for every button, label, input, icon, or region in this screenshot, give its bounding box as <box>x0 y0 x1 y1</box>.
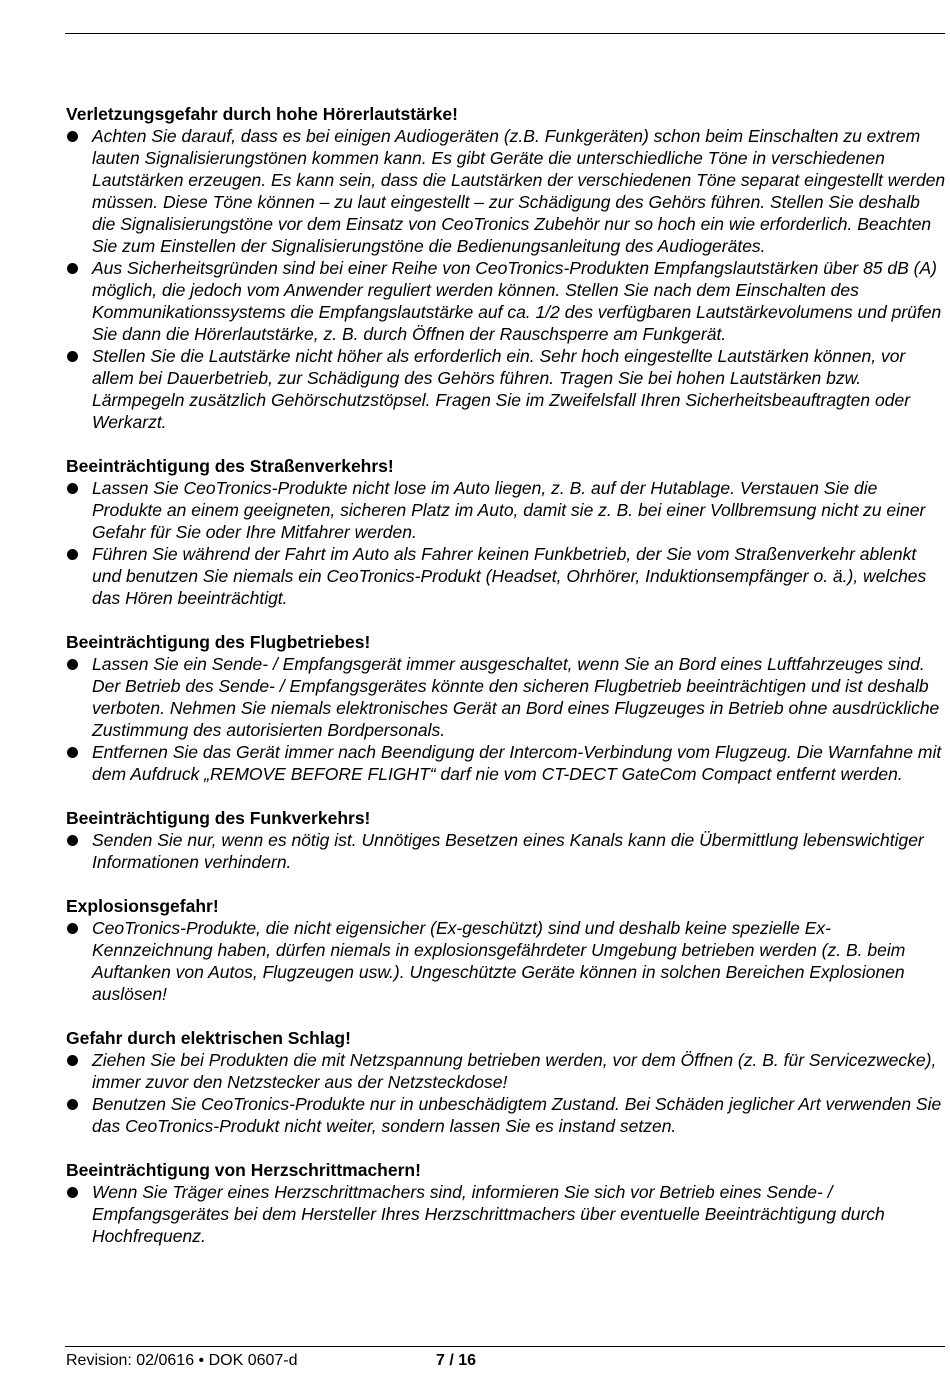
bullet-list <box>66 1181 946 1247</box>
bullet-icon <box>67 747 78 758</box>
section-heading: Explosionsgefahr! <box>66 896 219 916</box>
bullet-list <box>66 1049 946 1137</box>
bullet-list <box>66 477 946 609</box>
bullet-list <box>66 917 946 1005</box>
bullet-text: Achten Sie darauf, dass es bei einigen Audiogeräten (z.B. Funkgeräten) schon beim Einschalten zu extrem lauten Signalisierungstönen kommen kann. Es gibt Geräte die unterschiedliche Töne in verschiedenen Lautstärken erzeugen. Es kann sein, dass die Lautstärken der verschiedenen Töne separat eingestellt werden müssen. Diese Töne können – zu laut eingestellt – zur Schädigung des Gehörs führen. Stellen Sie deshalb die Signalisierungstöne vor dem Einsatz von CeoTronics Zubehör nur so hoch ein wie erforderlich. Beachten Sie zum Einstellen der Signalisierungstöne die Bedienungsanleitung des Audiogerätes. <box>92 126 946 256</box>
bullet-icon <box>67 835 78 846</box>
bullet-item <box>66 543 946 609</box>
bullet-text: Stellen Sie die Lautstärke nicht höher als erforderlich ein. Sehr hoch eingestellte Lautstärken können, vor allem bei Dauerbetrieb, zur Schädigung des Gehörs führen. Tragen Sie bei hohen Lautstärken bzw. Lärmpegeln zusätzlich Gehörschutzstöpsel. Fragen Sie im Zweifelsfall Ihren Sicherheitsbeauftragten oder Werkarzt. <box>92 346 911 432</box>
warning-section <box>66 1159 946 1247</box>
bullet-icon <box>67 483 78 494</box>
footer-rule <box>65 1346 945 1347</box>
bullet-text: Führen Sie während der Fahrt im Auto als Fahrer keinen Funkbetrieb, der Sie vom Straßenverkehr ablenkt und benutzen Sie niemals ein CeoTronics-Produkt (Headset, Ohrhörer, Induktionsempfänger o. ä.), welches das Hören beeinträchtigt. <box>92 544 927 608</box>
section-heading: Beeinträchtigung von Herzschrittmachern! <box>66 1160 421 1180</box>
bullet-text: Ziehen Sie bei Produkten die mit Netzspannung betrieben werden, vor dem Öffnen (z. B. für Servicezwecke), immer zuvor den Netzstecker aus der Netzsteckdose! <box>92 1050 937 1092</box>
bullet-list <box>66 125 946 433</box>
section-heading: Beeinträchtigung des Flugbetriebes! <box>66 632 371 652</box>
bullet-item <box>66 829 946 873</box>
warning-section <box>66 807 946 873</box>
warning-section <box>66 895 946 1005</box>
bullet-text: Wenn Sie Träger eines Herzschrittmachers sind, informieren Sie sich vor Betrieb eines Sende- / Empfangsgerätes bei dem Hersteller Ihres Herzschrittmachers über eventuelle Beeinträchtigung durch Hochfrequenz. <box>92 1182 885 1246</box>
bullet-icon <box>67 549 78 560</box>
bullet-icon <box>67 1055 78 1066</box>
header-rule <box>65 33 945 34</box>
bullet-item <box>66 741 946 785</box>
bullet-text: Lassen Sie CeoTronics-Produkte nicht lose im Auto liegen, z. B. auf der Hutablage. Verstauen Sie die Produkte an einem geeigneten, sicheren Platz im Auto, damit sie z. B. bei einer Vollbremsung nicht zu einer Gefahr für Sie oder Ihre Mitfahrer werden. <box>92 478 926 542</box>
bullet-list <box>66 829 946 873</box>
page-footer <box>66 1350 936 1372</box>
bullet-text: Benutzen Sie CeoTronics-Produkte nur in unbeschädigtem Zustand. Bei Schäden jeglicher Art verwenden Sie das CeoTronics-Produkt nicht weiter, sondern lassen Sie es instand setzen. <box>92 1094 942 1136</box>
bullet-item <box>66 125 946 257</box>
bullet-item <box>66 477 946 543</box>
bullet-icon <box>67 263 78 274</box>
revision-info: Revision: 02/0616 • DOK 0607-d <box>66 1352 298 1369</box>
bullet-list <box>66 653 946 785</box>
bullet-text: Lassen Sie ein Sende- / Empfangsgerät immer ausgeschaltet, wenn Sie an Bord eines Luftfahrzeuges sind. Der Betrieb des Sende- / Empfangsgerätes könnte den sicheren Flugbetrieb beeinträchtigen und ist deshalb verboten. Nehmen Sie niemals elektronisches Gerät an Bord eines Flugzeuges in Betrieb ohne ausdrückliche Zustimmung des autorisierten Bordpersonals. <box>92 654 940 740</box>
bullet-item <box>66 257 946 345</box>
bullet-text: Entfernen Sie das Gerät immer nach Beendigung der Intercom-Verbindung vom Flugzeug. Die Warnfahne mit dem Aufdruck „REMOVE BEFORE FLIGHT“ darf nie vom CT-DECT GateCom Compact entfernt werden. <box>92 742 942 784</box>
warning-section <box>66 1027 946 1137</box>
warning-section <box>66 631 946 785</box>
section-heading: Beeinträchtigung des Straßenverkehrs! <box>66 456 394 476</box>
section-heading: Gefahr durch elektrischen Schlag! <box>66 1028 351 1048</box>
section-heading: Beeinträchtigung des Funkverkehrs! <box>66 808 371 828</box>
warning-section <box>66 103 946 433</box>
document-body <box>66 103 946 1269</box>
bullet-icon <box>67 923 78 934</box>
bullet-item <box>66 1093 946 1137</box>
bullet-text: Senden Sie nur, wenn es nötig ist. Unnötiges Besetzen eines Kanals kann die Übermittlung lebenswichtiger Informationen verhindern. <box>92 830 924 872</box>
bullet-icon <box>67 1187 78 1198</box>
bullet-item <box>66 1181 946 1247</box>
bullet-icon <box>67 131 78 142</box>
bullet-item <box>66 653 946 741</box>
bullet-text: Aus Sicherheitsgründen sind bei einer Reihe von CeoTronics-Produkten Empfangslautstärken über 85 dB (A) möglich, die jedoch vom Anwender reguliert werden können. Stellen Sie nach dem Einschalten des Kommunikationssystems die Empfangslautstärke auf ca. 1/2 des verfügbaren Lautstärkevolumens und prüfen Sie dann die Hörerlautstärke, z. B. durch Öffnen der Rauschsperre am Funkgerät. <box>92 258 942 344</box>
page-number: 7 / 16 <box>436 1352 477 1369</box>
section-heading: Verletzungsgefahr durch hohe Hörerlautstärke! <box>66 104 458 124</box>
bullet-item <box>66 917 946 1005</box>
bullet-icon <box>67 659 78 670</box>
bullet-item <box>66 1049 946 1093</box>
bullet-icon <box>67 351 78 362</box>
bullet-text: CeoTronics-Produkte, die nicht eigensicher (Ex-geschützt) sind und deshalb keine spezielle Ex-Kennzeichnung haben, dürfen niemals in explosionsgefährdeter Umgebung betrieben werden (z. B. beim Auftanken von Autos, Flugzeugen usw.). Ungeschützte Geräte können in solchen Bereichen Explosionen auslösen! <box>92 918 906 1004</box>
warning-section <box>66 455 946 609</box>
bullet-item <box>66 345 946 433</box>
bullet-icon <box>67 1099 78 1110</box>
